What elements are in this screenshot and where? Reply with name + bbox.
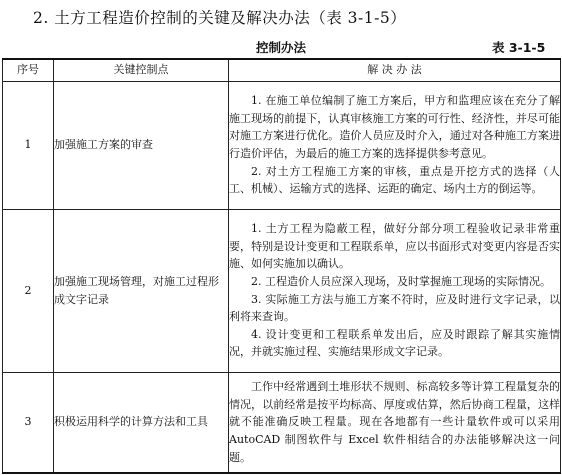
- table-number: 表 3-1-5: [492, 40, 546, 55]
- section-heading: 2. 土方工程造价控制的关键及解决办法（表 3-1-5）: [33, 9, 407, 27]
- solution-cell: [229, 372, 561, 473]
- solution-item: 2. 工程造价人员应深入现场，及时掌握施工现场的实际情况。: [251, 274, 551, 288]
- key-control-point: 加强施工方案的审查: [54, 81, 229, 209]
- key-control-point: 积极运用科学的计算方法和工具: [54, 372, 229, 473]
- solution-item: 4. 设计变更和工程联系单发出后，应及时跟踪了解其实施情况，并就实施过程、实施结果形成文字记录。: [229, 327, 560, 359]
- header-key-point: 关键控制点: [54, 59, 229, 81]
- table-row: [3, 209, 561, 372]
- solution-item: 工作中经常遇到土堆形状不规则、标高较多等计算工程量复杂的情况，以前经常是按平均标高、厚度或估算，然后协商工程量，这样就不能准确反映工程量。现在各地都有一些计量软件或可以采用 AutoCAD 制图软件与 Excel 软件相结合的办法能够解决这一问题。: [229, 380, 560, 464]
- header-solution: 解 决 办 法: [229, 59, 561, 81]
- key-control-point: 加强施工现场管理，对施工过程形成文字记录: [54, 209, 229, 372]
- solution-item: 3. 实际施工方法与施工方案不符时，应及时进行文字记录，以利将来查询。: [229, 292, 560, 324]
- solution-item: 1. 土方工程为隐蔽工程，做好分部分项工程验收记录非常重要，特别是设计变更和工程联系单，应以书面形式对变更内容是否实施、如何实施加以确认。: [229, 222, 560, 271]
- table-row: [3, 81, 561, 209]
- solution-cell: [229, 81, 561, 209]
- table-row: [3, 372, 561, 473]
- solution-cell: [229, 209, 561, 372]
- header-seq: 序号: [3, 59, 54, 81]
- table-title: 控制办法: [256, 40, 307, 55]
- row-number: 3: [3, 372, 54, 473]
- row-number: 2: [3, 209, 54, 372]
- row-number: 1: [3, 81, 54, 209]
- solution-item: 2. 对土方工程施工方案的审核，重点是开挖方式的选择（人工、机械）、运输方式的选择、运距的确定、场内土方的倒运等。: [229, 164, 560, 196]
- table-header-row: [3, 59, 561, 81]
- table-caption: [0, 38, 562, 58]
- solution-item: 1. 在施工单位编制了施工方案后，甲方和监理应该在充分了解施工现场的前提下，认真审核施工方案的可行性、经济性，并尽可能对施工方案进行优化。造价人员应及时介入，通过对各种施工方案进行造价评估，为最后的施工方案的选择提供参考意见。: [229, 94, 560, 160]
- control-methods-table: [2, 58, 561, 474]
